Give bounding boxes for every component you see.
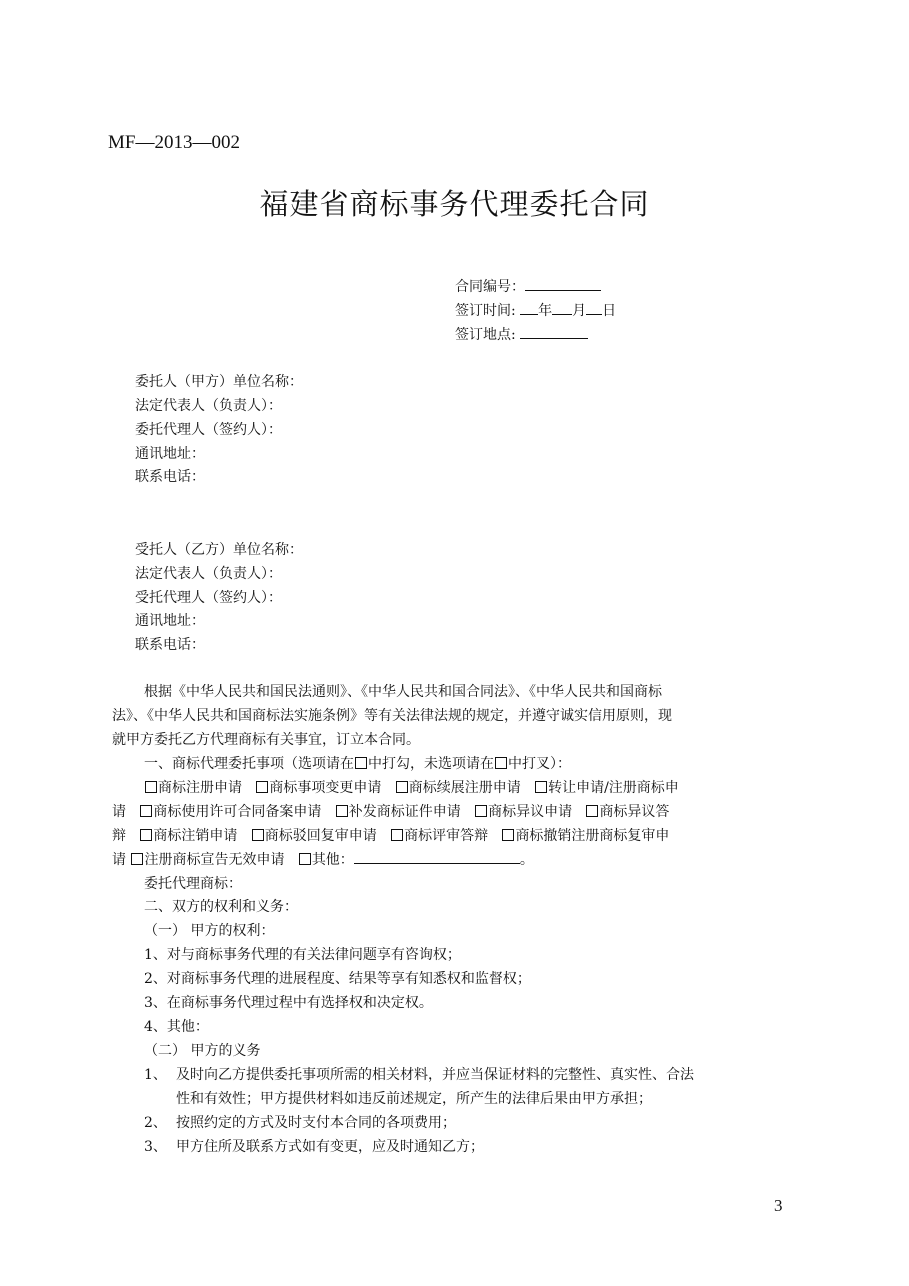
section-1-heading-part-a: 一、商标代理委托事项（选项请在 [144, 756, 354, 772]
party-a-agent: 委托代理人（签约人）： [135, 422, 282, 438]
option-label: 商标异议答 [599, 804, 670, 820]
option-row-3 [112, 825, 669, 845]
page-number: 3 [774, 1196, 783, 1215]
other-blank [354, 849, 520, 864]
duty-3-number: 3、 [144, 1139, 167, 1155]
intro-line-2: 法》、《中华人民共和国商标法实施条例》等有关法律法规的规定，并遵守诚实信用原则，现 [112, 708, 672, 724]
checkbox-revocation-review[interactable] [502, 829, 514, 841]
checkbox-review-reply[interactable] [391, 829, 403, 841]
contract-number-blank [525, 276, 601, 291]
checkbox-opposition-reply[interactable] [586, 805, 598, 817]
option-continuation: 辩 [112, 828, 126, 844]
checkbox-trademark-renewal[interactable] [396, 781, 408, 793]
option-label: 其他： [311, 852, 354, 868]
checkbox-icon [495, 757, 507, 769]
checkbox-trademark-change[interactable] [256, 781, 268, 793]
party-a-representative: 法定代表人（负责人）： [135, 398, 282, 414]
sign-place-label: 签订地点: [455, 327, 516, 343]
option-continuation: 请 [112, 804, 126, 820]
contract-number-label: 合同编号： [455, 279, 525, 295]
checkbox-license-filing[interactable] [140, 805, 152, 817]
day-label: 日 [602, 303, 617, 319]
party-a-duties-heading: （二） 甲方的义务 [144, 1043, 261, 1059]
option-label: 商标注册申请 [158, 780, 242, 796]
intro-line-3: 就甲方委托乙方代理商标有关事宜，订立本合同。 [112, 732, 420, 748]
party-b-phone: 联系电话： [135, 637, 205, 653]
option-label: 商标续展注册申请 [408, 780, 521, 796]
duty-1-line-1: 及时向乙方提供委托事项所需的相关材料，并应当保证材料的完整性、真实性、合法 [176, 1067, 694, 1083]
sign-time-label: 签订时间: [455, 303, 516, 319]
month-label: 月 [572, 303, 587, 319]
checkbox-trademark-registration[interactable] [145, 781, 157, 793]
checkbox-transfer[interactable] [535, 781, 547, 793]
sign-place-row [455, 324, 588, 344]
option-label: 商标撤销注册商标复审申 [515, 828, 670, 844]
option-label: 补发商标证件申请 [348, 804, 461, 820]
right-item-3: 3、在商标事务代理过程中有选择权和决定权。 [144, 995, 433, 1011]
party-b-unit: 受托人（乙方）单位名称： [135, 542, 303, 558]
option-row-4 [112, 849, 534, 869]
duty-3-text: 甲方住所及联系方式如有变更，应及时通知乙方； [176, 1139, 484, 1155]
document-code: MF—2013—002 [108, 132, 240, 153]
party-a-phone: 联系电话： [135, 469, 205, 485]
entrusted-trademark-label: 委托代理商标： [144, 876, 242, 892]
checkbox-cancellation[interactable] [140, 829, 152, 841]
section-1-heading-part-c: 中打叉）： [508, 756, 571, 772]
option-label: 商标异议申请 [488, 804, 573, 820]
option-end-mark: 。 [519, 852, 534, 868]
party-a-address: 通讯地址： [135, 446, 205, 462]
section-2-heading: 二、双方的权利和义务： [144, 899, 298, 915]
option-label: 商标评审答辩 [404, 828, 489, 844]
right-item-1: 1、对与商标事务代理的有关法律问题享有咨询权； [144, 947, 461, 963]
day-blank [586, 300, 602, 315]
checkbox-icon [355, 757, 367, 769]
section-1-heading-part-b: 中打勾，未选项请在 [368, 756, 494, 772]
right-item-2: 2、对商标事务代理的进展程度、结果等享有知悉权和监督权； [144, 971, 531, 987]
option-label: 商标注销申请 [153, 828, 238, 844]
sign-time-row [455, 300, 616, 320]
option-row-2 [112, 801, 669, 821]
party-b-agent: 受托代理人（签约人）： [135, 590, 282, 606]
right-item-4: 4、其他： [144, 1019, 209, 1035]
party-a-rights-heading: （一） 甲方的权利： [144, 923, 275, 939]
duty-1-number: 1、 [144, 1067, 167, 1083]
sign-place-blank [520, 324, 588, 339]
contract-number-row [455, 276, 601, 296]
party-b-address: 通讯地址： [135, 613, 205, 629]
year-blank [520, 300, 538, 315]
checkbox-invalidation[interactable] [131, 853, 143, 865]
option-continuation: 请 [112, 852, 126, 868]
checkbox-rejection-review[interactable] [252, 829, 264, 841]
document-title: 福建省商标事务代理委托合同 [259, 187, 650, 221]
party-a-unit: 委托人（甲方）单位名称： [135, 374, 303, 390]
checkbox-certificate-reissue[interactable] [336, 805, 348, 817]
option-label: 商标驳回复审申请 [264, 828, 377, 844]
month-blank [552, 300, 572, 315]
option-label: 商标使用许可合同备案申请 [153, 804, 322, 820]
option-label: 转让申请/注册商标申 [548, 780, 679, 796]
duty-1-line-2: 性和有效性；甲方提供材料如违反前述规定，所产生的法律后果由甲方承担； [176, 1091, 652, 1107]
option-row-1 [144, 777, 679, 797]
checkbox-opposition[interactable] [475, 805, 487, 817]
intro-line-1: 根据《中华人民共和国民法通则》、《中华人民共和国合同法》、《中华人民共和国商标 [144, 684, 662, 700]
duty-2-text: 按照约定的方式及时支付本合同的各项费用； [176, 1115, 456, 1131]
party-b-representative: 法定代表人（负责人）： [135, 566, 282, 582]
option-label: 注册商标宣告无效申请 [144, 852, 285, 868]
duty-2-number: 2、 [144, 1115, 167, 1131]
checkbox-other[interactable] [299, 853, 311, 865]
year-label: 年 [538, 303, 553, 319]
section-1-heading [144, 753, 571, 773]
option-label: 商标事项变更申请 [269, 780, 382, 796]
